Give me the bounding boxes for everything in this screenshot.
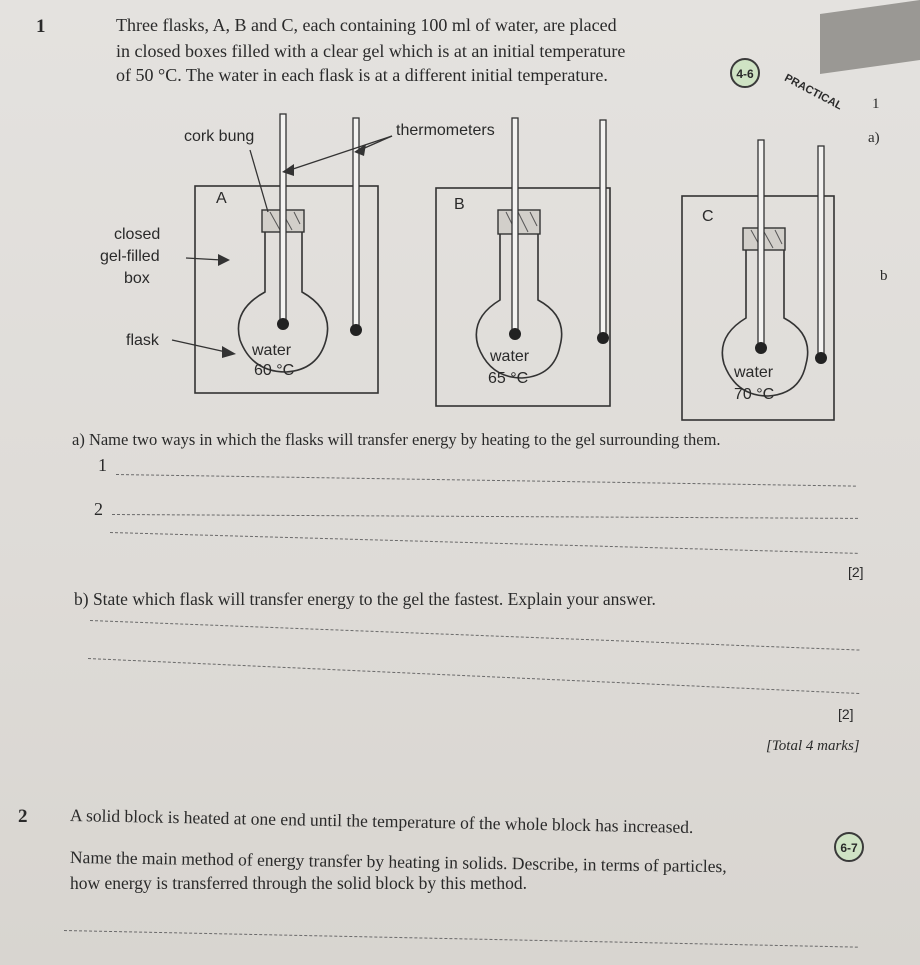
flask-c-water: water [734,364,774,381]
flask-label: flask [126,332,159,349]
flask-c-temp: 70 °C [734,386,775,403]
practical-tag: PRACTICAL [782,72,845,113]
q2-line2: Name the main method of energy transfer by heating in solids. Describe, in terms of particles, [69,847,727,877]
q1-intro-line3: of 50 °C. The water in each flask is at a different initial temperature. [116,65,608,85]
flask-b-water: water [490,348,530,365]
q1-intro-line2: in closed boxes filled with a clear gel which is at an initial temperature [116,41,626,61]
flask-diagram [0,0,920,430]
thermometers-label: thermometers [396,122,495,139]
margin-mark-3: b [880,268,888,284]
part-b-answer-line-2[interactable] [88,658,859,694]
part-a-line2-num: 2 [94,499,103,519]
total-marks: [Total 4 marks] [766,738,860,754]
flask-a-letter: A [216,190,227,207]
part-a-line1-num: 1 [98,455,107,475]
thermometer-b-gel [597,120,609,344]
cork-bung-label: cork bung [184,128,255,145]
q2-line1: A solid block is heated at one end until the temperature of the whole block has increased. [69,805,694,837]
part-b-answer-line-1[interactable] [90,620,859,651]
flask-c-letter: C [702,208,714,225]
q2-grade-badge: 6-7 [834,832,864,862]
part-a-answer-line-3[interactable] [110,532,858,554]
flask-leader [172,340,226,352]
flask-a-water: water [252,342,292,359]
part-b-prompt: b) State which flask will transfer energy to the gel the fastest. Explain your answer. [74,589,656,609]
margin-mark-2: a) [868,130,880,146]
q2-answer-line-1[interactable] [64,930,858,948]
q1-intro-line1: Three flasks, A, B and C, each containing 100 ml of water, are placed [116,15,617,35]
part-a-answer-line-2[interactable] [112,514,858,519]
gel-filled-label: gel-filled [100,248,160,265]
part-b-marks: [2] [838,706,854,722]
box-label: box [124,270,150,287]
q2-number: 2 [18,806,28,827]
part-a-marks: [2] [848,564,864,580]
part-a-prompt: a) Name two ways in which the flasks will transfer energy by heating to the gel surrounding them. [72,430,721,449]
margin-mark-1: 1 [872,96,880,112]
q1-number: 1 [36,16,46,37]
flask-a-temp: 60 °C [254,362,295,379]
flask-c [722,140,807,396]
flask-a [238,114,327,372]
thermometers-leader-1 [290,136,392,170]
q2-line3: how energy is transferred through the solid block by this method. [70,873,528,893]
box-leader [186,258,222,260]
closed-label: closed [114,226,161,243]
thermometer-c-gel [815,146,827,364]
q1-grade-badge: 4-6 [730,58,760,88]
flask-b [476,118,561,378]
cork-bung-leader [250,150,268,212]
part-a-answer-line-1[interactable] [116,474,856,487]
flask-b-letter: B [454,196,465,213]
flask-b-temp: 65 °C [488,370,529,387]
